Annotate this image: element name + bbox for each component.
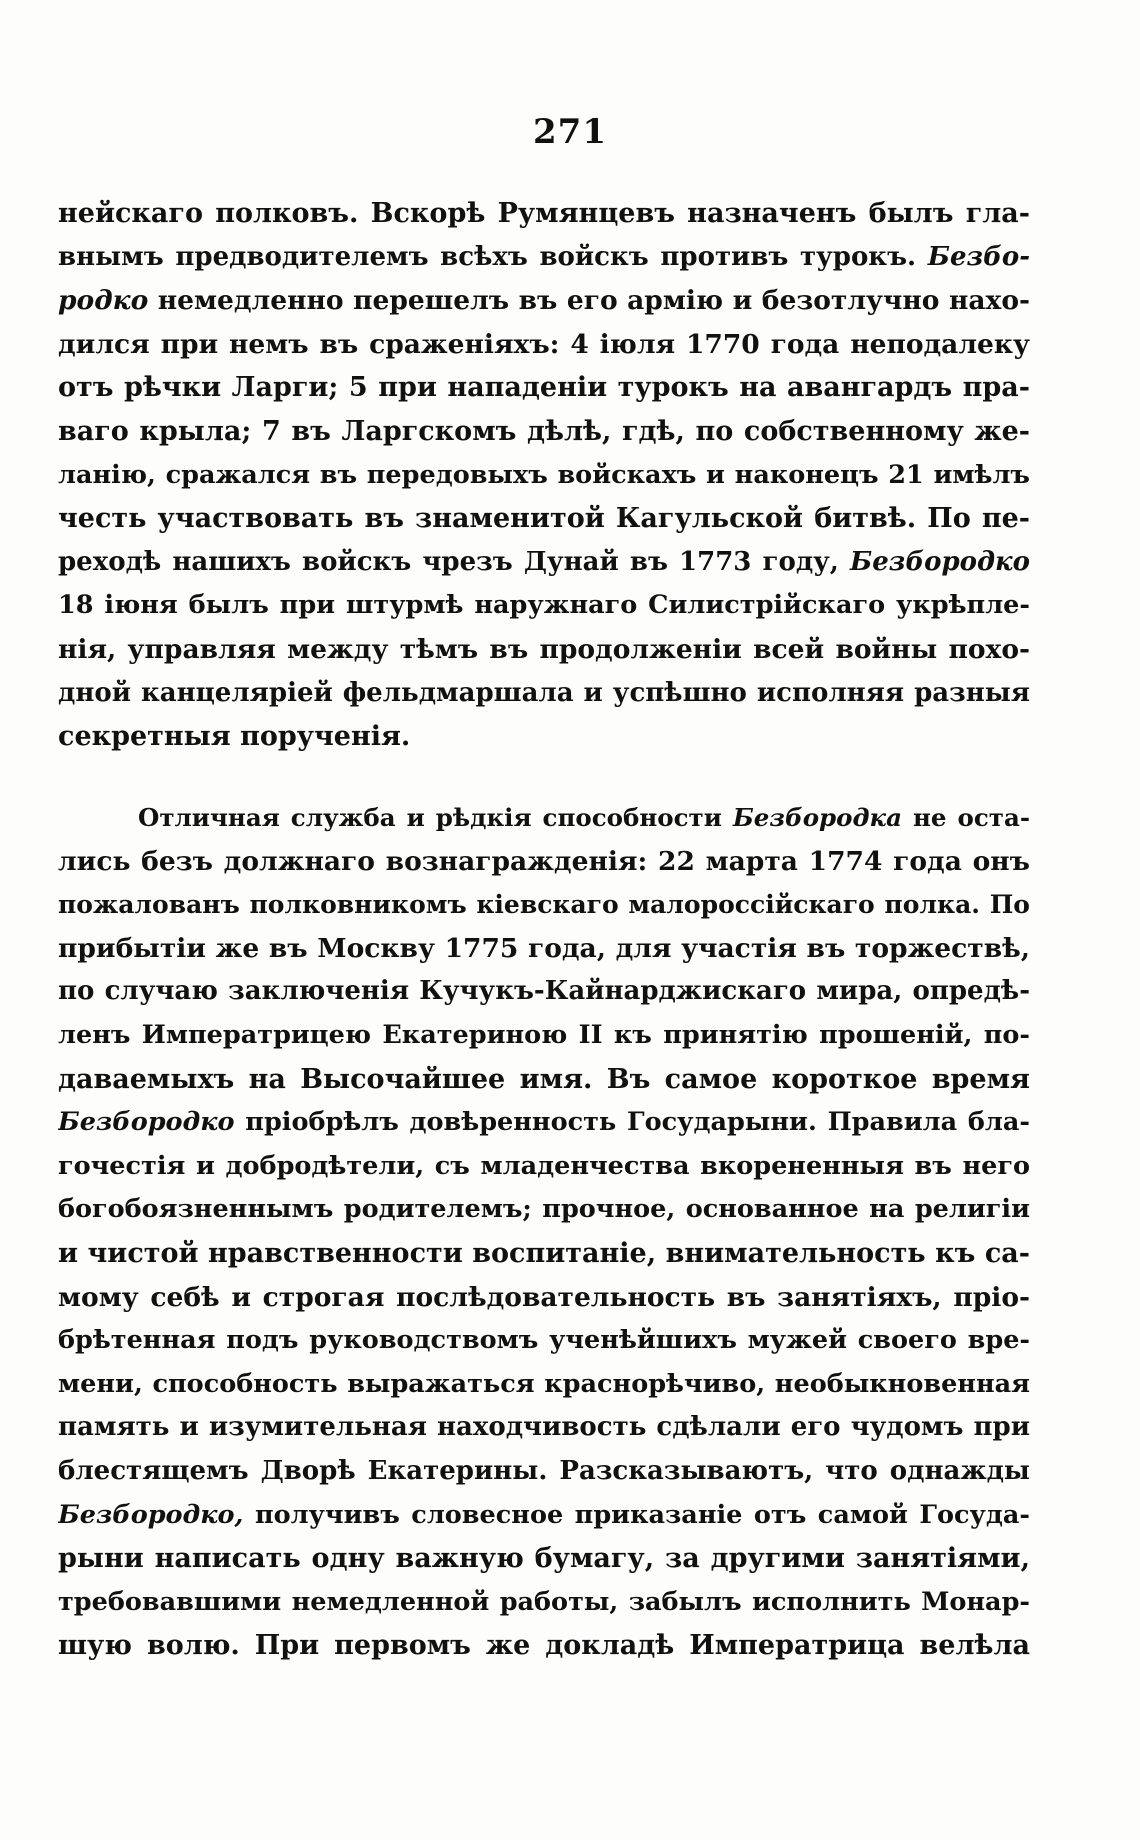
- italic-name: Безбородко: [58, 1107, 235, 1138]
- paragraph-2: [58, 796, 1030, 1668]
- text-line: мени, способность выражаться краснорѣчиво, необыкновенная: [58, 1368, 1030, 1399]
- italic-name: Безбо-: [927, 241, 1030, 272]
- italic-name: Безбородко,: [58, 1499, 244, 1530]
- text-line: Отличная служба и рѣдкія способности Безбородка не оста-: [138, 803, 1030, 832]
- text-line: нейскаго полковъ. Вскорѣ Румянцевъ назначенъ былъ гла-: [58, 198, 1030, 229]
- text-line: и чистой нравственности воспитаніе, внимательность къ са-: [58, 1237, 1030, 1269]
- text-line: Безбородко, получивъ словесное приказаніе отъ самой Госуда-: [58, 1499, 1030, 1530]
- text-line: требовавшими немедленной работы, забылъ исполнить Монар-: [58, 1586, 1030, 1617]
- text-line: гочестія и добродѣтели, съ младенчества вкорененныя въ него: [58, 1150, 1030, 1181]
- text-line: ваго крыла; 7 въ Ларгскомъ дѣлѣ, гдѣ, по собственному же-: [58, 415, 1030, 447]
- text-line: брѣтенная подъ руководствомъ ученѣйшихъ мужей своего вре-: [58, 1325, 1030, 1356]
- text-line: внымъ предводителемъ всѣхъ войскъ противъ турокъ. Безбо-: [58, 241, 1030, 272]
- text-line: мому себѣ и строгая послѣдовательность въ занятіяхъ, пріо-: [58, 1281, 1030, 1313]
- italic-name: Безбородко: [849, 546, 1030, 577]
- text-line: секретныя порученія.: [58, 721, 411, 753]
- text-line: ленъ Императрицею Екатериною II къ принятію прошеній, по-: [58, 1019, 1030, 1050]
- text-line: даваемыхъ на Высочайшее имя. Въ самое короткое время: [58, 1063, 1030, 1095]
- text-line: Безбородко пріобрѣлъ довѣренность Государыни. Правила бла-: [58, 1107, 1030, 1138]
- text-line: шую волю. При первомъ же докладѣ Императрица велѣла: [58, 1630, 1030, 1662]
- text-line: лись безъ должнаго вознагражденія: 22 марта 1774 года онъ: [58, 845, 1030, 877]
- text-line: рыни написать одну важную бумагу, за другими занятіями,: [58, 1543, 1030, 1575]
- text-line: родко немедленно перешелъ въ его армію и безотлучно нахо-: [58, 285, 1030, 317]
- text-line: память и изумительная находчивость сдѣлали его чудомъ при: [58, 1412, 1030, 1443]
- text-line: по случаю заключенія Кучукъ-Кайнарджискаго мира, опредѣ-: [58, 976, 1030, 1007]
- text-line: 18 іюня былъ при штурмѣ наружнаго Силистрійскаго укрѣпле-: [58, 590, 1030, 621]
- text-line: пожалованъ полковникомъ кіевскаго малороссійскаго полка. По: [58, 890, 1030, 920]
- text-line: отъ рѣчки Ларги; 5 при нападеніи турокъ на авангардъ пра-: [58, 372, 1030, 404]
- text-line: богобоязненнымъ родителемъ; прочное, основанное на религіи: [58, 1194, 1030, 1225]
- paragraph-1: [58, 192, 1030, 759]
- text-line: ланію, сражался въ передовыхъ войскахъ и наконецъ 21 имѣлъ: [58, 459, 1030, 490]
- text-line: блестящемъ Дворѣ Екатерины. Разсказываютъ, что однажды: [58, 1455, 1030, 1486]
- text-line: нія, управляя между тѣмъ въ продолженіи всей войны похо-: [58, 633, 1030, 665]
- italic-name: родко: [58, 285, 149, 317]
- text-line: реходѣ нашихъ войскъ чрезъ Дунай въ 1773 году, Безбородко: [58, 546, 1030, 577]
- text-line: прибытіи же въ Москву 1775 года, для участія въ торжествѣ,: [58, 932, 1030, 964]
- text-line: дной канцеляріей фельдмаршала и успѣшно исполняя разныя: [58, 677, 1030, 708]
- page-number: 271: [533, 112, 607, 152]
- text-line: дился при немъ въ сраженіяхъ: 4 іюля 1770 года неподалеку: [58, 328, 1030, 360]
- italic-name: Безбородка: [732, 803, 903, 832]
- text-line: честь участвовать въ знаменитой Кагульской битвѣ. По пе-: [58, 503, 1030, 535]
